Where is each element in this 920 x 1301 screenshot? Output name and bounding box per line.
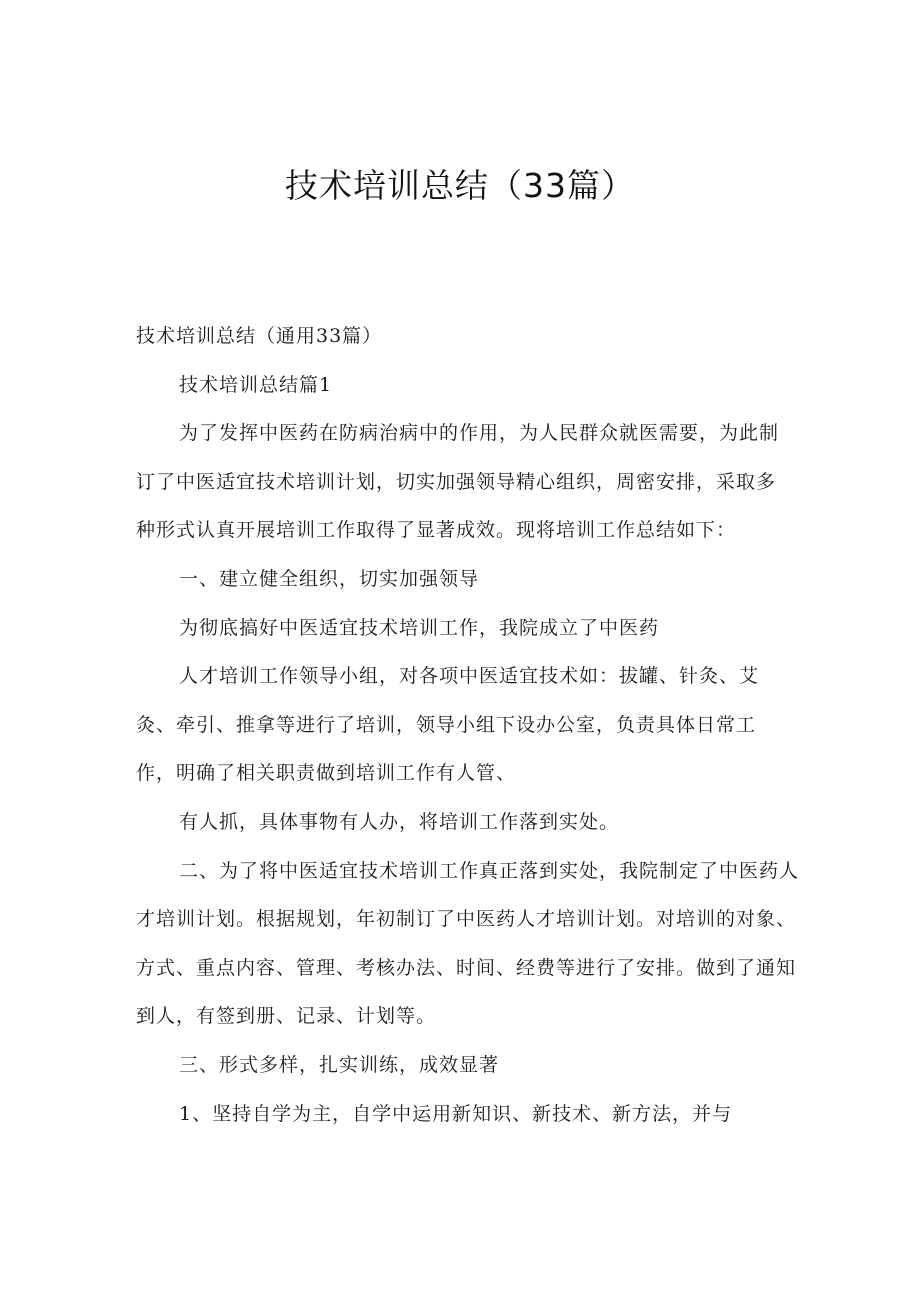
body-line: 人才培训工作领导小组，对各项中医适宜技术如：拔罐、针灸、艾 bbox=[179, 665, 760, 688]
body-line: 种形式认真开展培训工作取得了显著成效。现将培训工作总结如下： bbox=[136, 519, 737, 542]
body-line: 一、建立健全组织，切实加强领导 bbox=[179, 567, 480, 590]
body-line: 灸、牵引、推拿等进行了培训，领导小组下设办公室，负责具体日常工 bbox=[136, 713, 757, 736]
document-body bbox=[136, 312, 800, 1138]
body-line: 为了发挥中医药在防病治病中的作用，为人民群众就医需要，为此制 bbox=[179, 422, 780, 445]
body-line: 作，明确了相关职责做到培训工作有人管、 bbox=[136, 762, 517, 785]
body-line: 方式、重点内容、管理、考核办法、时间、经费等进行了安排。做到了通知 bbox=[136, 956, 797, 979]
body-line: 订了中医适宜技术培训计划，切实加强领导精心组织，周密安排，采取多 bbox=[136, 470, 777, 493]
body-line: 为彻底搞好中医适宜技术培训工作，我院成立了中医药 bbox=[179, 616, 660, 639]
body-line: 技术培训总结（通用33篇） bbox=[136, 325, 383, 347]
body-line: 才培训计划。根据规划，年初制订了中医药人才培训计划。对培训的对象、 bbox=[136, 908, 797, 931]
body-line: 到人，有签到册、记录、计划等。 bbox=[136, 1005, 437, 1028]
body-line: 有人抓，具体事物有人办，将培训工作落到实处。 bbox=[179, 810, 620, 833]
body-line: 技术培训总结篇1 bbox=[179, 373, 333, 396]
body-line: 三、形式多样，扎实训练，成效显著 bbox=[179, 1053, 500, 1076]
document-title: 技术培训总结（33篇） bbox=[285, 166, 635, 205]
body-line: 1、坚持自学为主，自学中运用新知识、新技术、新方法，并与 bbox=[179, 1102, 733, 1125]
body-line: 二、为了将中医适宜技术培训工作真正落到实处，我院制定了中医药人 bbox=[179, 859, 800, 882]
